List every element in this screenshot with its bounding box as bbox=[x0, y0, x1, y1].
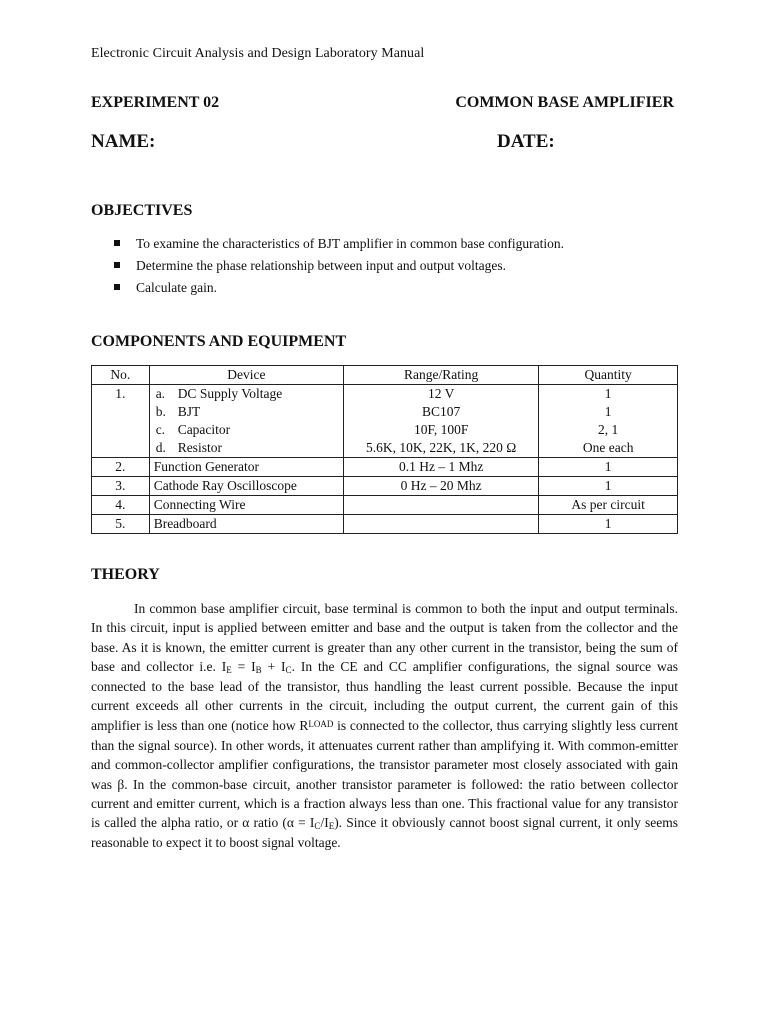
components-table bbox=[91, 365, 678, 534]
device-cell: Function Generator bbox=[149, 458, 343, 477]
column-header: Device bbox=[149, 366, 343, 385]
sub-item: b. BJT bbox=[155, 404, 201, 419]
square-bullet-icon bbox=[114, 262, 120, 268]
range-cell: 0.1 Hz – 1 Mhz bbox=[344, 458, 539, 477]
quantity-cell: 1 1 2, 1 One each bbox=[539, 385, 678, 458]
running-header: Electronic Circuit Analysis and Design Laboratory Manual bbox=[91, 46, 425, 61]
components-heading: COMPONENTS AND EQUIPMENT bbox=[91, 333, 347, 350]
sub-item: d. Resistor bbox=[155, 440, 222, 455]
name-label: NAME: bbox=[91, 131, 156, 152]
quantity-cell: As per circuit bbox=[539, 496, 678, 515]
sub-item: a. DC Supply Voltage bbox=[155, 386, 283, 401]
theory-paragraph: In common base amplifier circuit, base terminal is common to both the input and output terminals. In this circuit, input is applied between emitter and base and the output is taken from the collector and the base. As it is known, the emitter current is greater than any other current in the transistor, being the sum of base and collector i.e. $I_E = I_B + I_C$. In the CE and CC amplifier configurations, the signal source was connected to the base lead of the transistor, thus handling the least current possible. Because the input current exceeds all other currents in the circuit, including the output current, the current gain of this amplifier is less than one (notice how $R^{LOAD}$ is connected to the collector, thus carrying slightly less current than the signal source). In other words, it attenuates current rather than amplifying it. With common-emitter and common-collector amplifier configurations, the transistor parameter most closely associated with gain was β. In the common-base circuit, another transistor parameter is followed: the ratio between collector current and emitter current, which is a fraction always less than one. This fractional value for any transistor is called the alpha ratio, or α ratio $(\alpha = I_C/I_E)$. Since it obviously cannot boost signal current, it only seems reasonable to expect it to boost signal voltage. bbox=[91, 601, 678, 850]
row-number: 2. bbox=[92, 458, 150, 477]
quantity-cell: 1 bbox=[539, 477, 678, 496]
table-row bbox=[92, 515, 678, 534]
device-cell bbox=[149, 385, 343, 458]
square-bullet-icon bbox=[114, 240, 120, 246]
table-row bbox=[92, 496, 678, 515]
range-cell: 0 Hz – 20 Mhz bbox=[344, 477, 539, 496]
column-header: No. bbox=[92, 366, 150, 385]
quantity-cell: 1 bbox=[539, 458, 678, 477]
device-cell: Connecting Wire bbox=[149, 496, 343, 515]
table-row bbox=[92, 385, 678, 458]
quantity-cell: 1 bbox=[539, 515, 678, 534]
device-cell: Breadboard bbox=[149, 515, 343, 534]
name-date-row bbox=[91, 131, 674, 153]
list-item: Calculate gain. bbox=[114, 279, 564, 301]
objectives-list bbox=[114, 235, 564, 301]
row-number: 3. bbox=[92, 477, 150, 496]
row-number: 4. bbox=[92, 496, 150, 515]
column-header: Range/Rating bbox=[344, 366, 539, 385]
table-header-row bbox=[92, 366, 678, 385]
device-cell: Cathode Ray Oscilloscope bbox=[149, 477, 343, 496]
objectives-heading: OBJECTIVES bbox=[91, 202, 193, 219]
experiment-number: EXPERIMENT 02 bbox=[91, 94, 220, 111]
range-cell bbox=[344, 496, 539, 515]
list-item: Determine the phase relationship between input and output voltages. bbox=[114, 257, 564, 279]
table-row bbox=[92, 477, 678, 496]
theory-heading: THEORY bbox=[91, 566, 160, 583]
table-row bbox=[92, 458, 678, 477]
date-label: DATE: bbox=[497, 131, 555, 152]
column-header: Quantity bbox=[539, 366, 678, 385]
experiment-title-row bbox=[91, 94, 674, 112]
list-item: To examine the characteristics of BJT amplifier in common base configuration. bbox=[114, 235, 564, 257]
square-bullet-icon bbox=[114, 284, 120, 290]
row-number: 1. bbox=[92, 385, 150, 458]
experiment-title: COMMON BASE AMPLIFIER bbox=[455, 94, 674, 111]
range-cell: 12 V BC107 10F, 100F 5.6K, 10K, 22K, 1K, 220 Ω bbox=[344, 385, 539, 458]
range-cell bbox=[344, 515, 539, 534]
sub-item: c. Capacitor bbox=[155, 422, 231, 437]
row-number: 5. bbox=[92, 515, 150, 534]
